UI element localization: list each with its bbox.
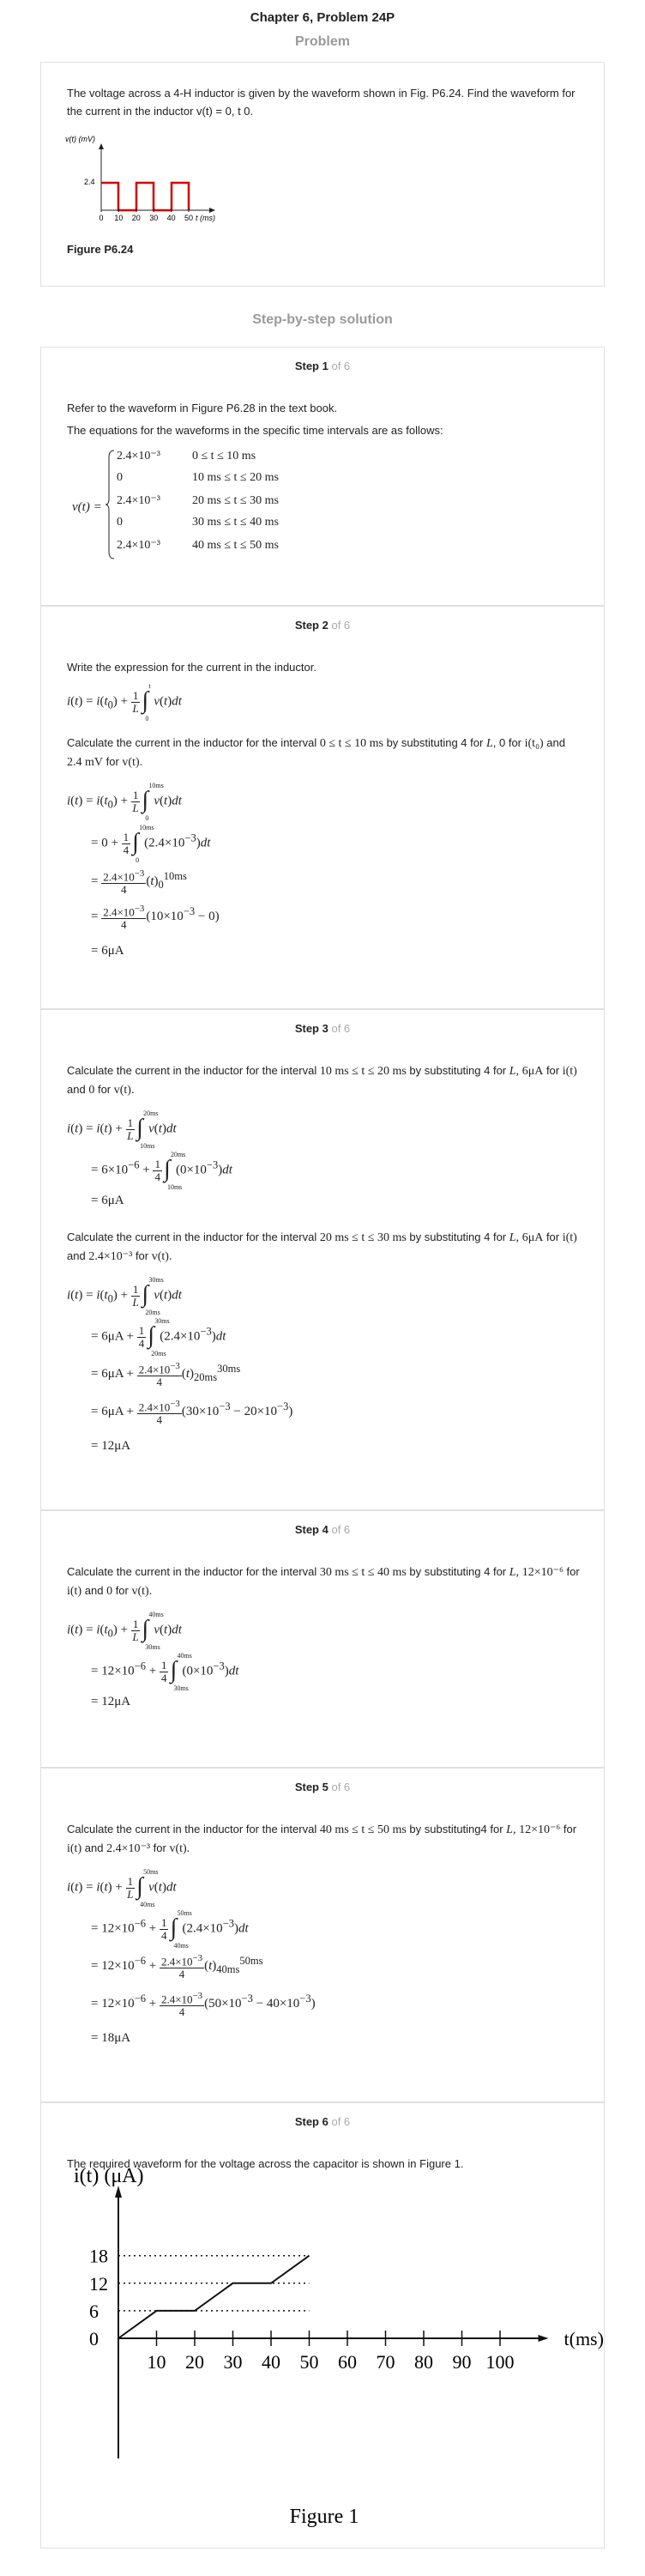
step-5-eq4: = $12\times 10^{-6}$ + $\frac{2.4\times 10^{-3}}{4}$ $(50\times 10^{-3} - 40\times 10^{-3})$ xyxy=(91,1991,316,2019)
step-2-eq3: = 0 + $\frac{1}{4}$ ∫ 10ms 0 $(2.4\times 10^{-3})dt$ xyxy=(91,824,211,864)
problem-figure-waveform xyxy=(101,183,189,210)
problem-figure-tick-label: 30 xyxy=(149,214,159,222)
step-4-eq2: = $12\times 10^{-6}$ + $\frac{1}{4}$ ∫ 40ms 30ms $(0\times 10^{-3})dt$ xyxy=(91,1652,239,1692)
step-1-card xyxy=(40,347,605,606)
step-5-result: = 18μA xyxy=(91,2031,131,2045)
problem-card xyxy=(40,62,605,287)
piecewise-range: 20 ms ≤ t ≤ 30 ms xyxy=(192,494,279,507)
problem-section-title: Problem xyxy=(294,34,350,49)
step-2-result: = 6μA xyxy=(91,944,124,958)
problem-figure-xlabel: t (ms) xyxy=(196,214,215,222)
step-6-label: Step 6 xyxy=(294,2115,329,2128)
y-tick-label: 12 xyxy=(89,2272,108,2295)
y-tick-label: 6 xyxy=(89,2300,99,2322)
step-4-text1: Calculate the current in the inductor for the interval 30 ms ≤ t ≤ 40 ms by substituting 4 for L, 12×10⁻⁶ for i(t) and 0 for v(t). xyxy=(67,1565,580,1598)
piecewise-value: 2.4×10⁻³ xyxy=(117,450,160,463)
step-4-of: of 6 xyxy=(331,1523,351,1536)
piecewise-value: 2.4×10⁻³ xyxy=(117,494,160,507)
piecewise-row xyxy=(117,516,279,529)
y-tick-label: 18 xyxy=(89,2245,108,2267)
step-3-result1: = 6μA xyxy=(91,1194,124,1207)
piecewise-row xyxy=(117,493,279,508)
step-3-eq6: = 6μA + $\frac{2.4\times 10^{-3}}{4}$ $(30\times 10^{-3} - 20\times 10^{-3})$ xyxy=(91,1399,293,1427)
step-2-label: Step 2 xyxy=(294,619,329,632)
step-5-of: of 6 xyxy=(331,1781,351,1793)
step-2-header xyxy=(41,619,604,632)
step-5-eq1: i(t) = i(t) + $\frac{1}{L}$ ∫ 50ms 40ms v(t)dt xyxy=(67,1868,177,1908)
step-1-of: of 6 xyxy=(331,360,351,372)
piecewise-value: 0 xyxy=(117,471,123,484)
step-3-card xyxy=(40,1009,605,1510)
problem-figure-level: 2.4 xyxy=(84,178,95,186)
y-axis-arrow xyxy=(115,2186,122,2198)
step-3-text2: Calculate the current in the inductor for the interval 20 ms ≤ t ≤ 30 ms by substituting 4 for L, 6μA for i(t) and 2.4×10⁻³ for v(t). xyxy=(67,1231,577,1263)
x-tick-label: 40 xyxy=(262,2351,280,2373)
piecewise-range: 0 ≤ t ≤ 10 ms xyxy=(192,450,256,463)
problem-figure-tick-label: 40 xyxy=(166,214,176,222)
problem-text: The voltage across a 4-H inductor is given by the waveform shown in Fig. P6.24. Find the waveform for the current in the inductor v(t) = 0, t 0. xyxy=(67,87,576,118)
x-tick-label: 10 xyxy=(147,2351,166,2373)
x-tick-label: 70 xyxy=(376,2351,395,2373)
step-1-brace xyxy=(105,449,116,560)
x-axis-arrow xyxy=(539,2335,549,2342)
step-3-header xyxy=(41,1022,604,1035)
piecewise-range: 40 ms ≤ t ≤ 50 ms xyxy=(192,539,279,552)
solution-section-title: Step-by-step solution xyxy=(252,312,393,327)
piecewise-row xyxy=(117,538,279,553)
step-1-lhs: v(t) = xyxy=(72,500,102,514)
step-3-eq5: = 6μA + $\frac{2.4\times 10^{-3}}{4}$ $(t)_{20ms}^{30ms}$ xyxy=(91,1361,241,1389)
piecewise-row xyxy=(117,449,256,463)
step-2-eq1: $i(t) = i(t_0)$ + $\frac{1}{L}$ ∫ t 0 v(t)dt xyxy=(67,682,182,723)
step-1-intro: Refer to the waveform in Figure P6.28 in the text book. xyxy=(67,402,338,414)
piecewise-range: 10 ms ≤ t ≤ 20 ms xyxy=(192,471,279,484)
step-6-of: of 6 xyxy=(331,2115,351,2128)
problem-figure-ylabel: v(t) (mV) xyxy=(65,135,95,143)
step-2-of: of 6 xyxy=(331,619,351,632)
y-axis-label: i(t) (μA) xyxy=(74,2165,144,2187)
step-2-eq5: = $\frac{2.4\times 10^{-3}}{4}$ $(10\times 10^{-3} - 0)$ xyxy=(91,904,220,932)
step-4-result: = 12μA xyxy=(91,1695,131,1708)
step-3-result2: = 12μA xyxy=(91,1439,131,1453)
step-3-text1: Calculate the current in the inductor for the interval 10 ms ≤ t ≤ 20 ms by substituting 4 for L, 6μA for i(t) and 0 for v(t). xyxy=(67,1064,577,1097)
step-1-header xyxy=(41,360,604,372)
x-tick-label: 90 xyxy=(452,2351,472,2373)
origin-label: 0 xyxy=(89,2328,99,2349)
step-4-eq1: $i(t) = i(t_0)$ + $\frac{1}{L}$ ∫ 40ms 30ms v(t)dt xyxy=(67,1611,182,1651)
problem-figure xyxy=(65,133,237,227)
step-4-header xyxy=(41,1523,604,1536)
x-tick-label: 60 xyxy=(338,2351,357,2373)
piecewise-value: 0 xyxy=(117,516,123,529)
x-axis-label: t(ms) xyxy=(564,2328,604,2349)
step-5-eq3: = $12\times 10^{-6}$ + $\frac{2.4\times 10^{-3}}{4}$ $(t)_{40ms}^{50ms}$ xyxy=(91,1953,263,1981)
step-2-eq4: = $\frac{2.4\times 10^{-3}}{4}$ $(t)_0^{10ms}$ xyxy=(91,868,187,897)
step-3-label: Step 3 xyxy=(294,1022,329,1035)
step-6-header xyxy=(41,2115,604,2128)
series-line-i(t) xyxy=(118,2256,310,2338)
step-4-label: Step 4 xyxy=(294,1523,329,1536)
step-3-eq4: = 6μA + $\frac{1}{4}$ ∫ 30ms 20ms $(2.4\times 10^{-3})dt$ xyxy=(91,1317,226,1358)
x-tick-label: 50 xyxy=(299,2351,319,2373)
page-title: Chapter 6, Problem 24P xyxy=(250,10,395,25)
step-4-card xyxy=(40,1510,605,1768)
piecewise-value: 2.4×10⁻³ xyxy=(117,539,160,552)
step-3-eq3: $i(t) = i(t_0)$ + $\frac{1}{L}$ ∫ 30ms 20ms v(t)dt xyxy=(67,1276,182,1316)
step-5-eq2: = $12\times 10^{-6}$ + $\frac{1}{4}$ ∫ 50ms 40ms $(2.4\times 10^{-3})dt$ xyxy=(91,1909,249,1950)
x-tick-label: 80 xyxy=(414,2351,433,2373)
step-3-eq1: i(t) = i(t) + $\frac{1}{L}$ ∫ 20ms 10ms v(t)dt xyxy=(67,1110,177,1150)
step-5-text1: Calculate the current in the inductor for the interval 40 ms ≤ t ≤ 50 ms by substituting4 for L, 12×10⁻⁶ for i(t) and 2.4×10⁻³ for v(t). xyxy=(67,1823,577,1855)
step-6-card xyxy=(40,2102,605,2549)
step-6-text1: The required waveform for the voltage across the capacitor is shown in Figure 1. xyxy=(67,2157,464,2170)
x-tick-label: 20 xyxy=(185,2351,204,2373)
step-2-card xyxy=(40,606,605,1009)
step-2-text1: Write the expression for the current in the inductor. xyxy=(67,661,316,674)
figure-1-chart xyxy=(50,2165,604,2544)
step-5-header xyxy=(41,1781,604,1793)
problem-figure-tick-label: 10 xyxy=(114,214,124,222)
step-2-eq2: $i(t) = i(t_0)$ + $\frac{1}{L}$ ∫ 10ms 0 v(t)dt xyxy=(67,782,182,822)
problem-figure-caption: Figure P6.24 xyxy=(67,243,134,256)
step-2-text2: Calculate the current in the inductor for the interval 0 ≤ t ≤ 10 ms by substituting 4 for L, 0 for i(t₀) and 2.4 mV for v(t). xyxy=(67,736,565,769)
step-5-label: Step 5 xyxy=(294,1781,329,1793)
piecewise-row xyxy=(117,471,279,485)
piecewise-range: 30 ms ≤ t ≤ 40 ms xyxy=(192,516,279,529)
x-tick-label: 30 xyxy=(223,2351,243,2373)
step-3-eq2: = $6\times 10^{-6}$ + $\frac{1}{4}$ ∫ 20ms 10ms $(0\times 10^{-3})dt$ xyxy=(91,1151,232,1191)
problem-figure-tick-label: 50 xyxy=(184,214,194,222)
x-tick-label: 100 xyxy=(485,2351,515,2373)
problem-figure-tick-label: 0 xyxy=(99,214,104,222)
step-1-intro2: The equations for the waveforms in the specific time intervals are as follows: xyxy=(67,424,443,437)
problem-figure-tick-label: 20 xyxy=(131,214,141,222)
step-1-label: Step 1 xyxy=(294,360,329,372)
step-5-card xyxy=(40,1768,605,2102)
chart-title: Figure 1 xyxy=(289,2506,359,2528)
step-3-of: of 6 xyxy=(331,1022,351,1035)
